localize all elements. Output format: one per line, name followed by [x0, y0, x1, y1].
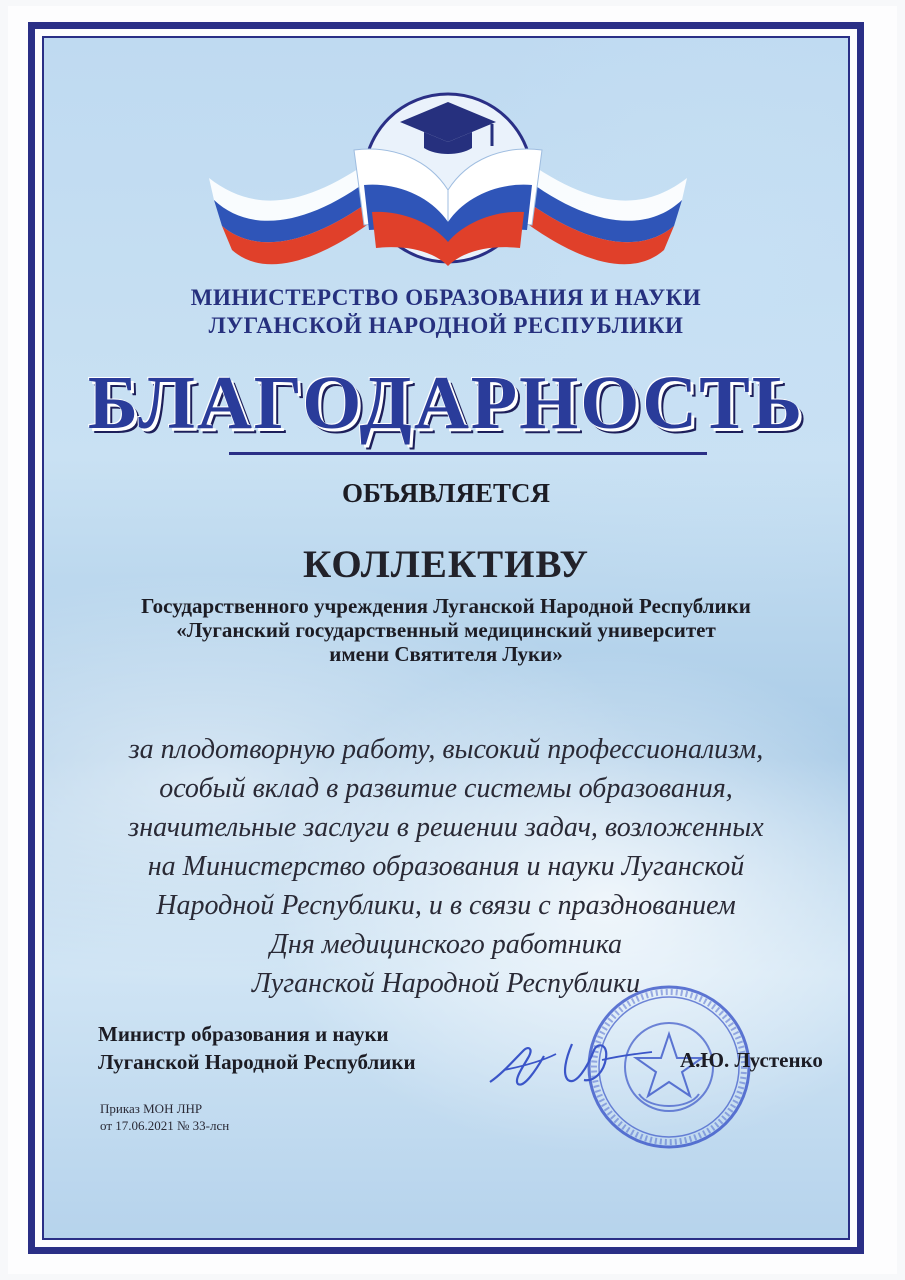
signatory-position	[98, 1020, 416, 1076]
ministry-name-line1: МИНИСТЕРСТВО ОБРАЗОВАНИЯ И НАУКИ	[190, 285, 702, 310]
gratitude-line: Дня медицинского работника	[270, 929, 622, 960]
title-divider	[229, 452, 707, 455]
announce-label: ОБЪЯВЛЯЕТСЯ	[342, 478, 550, 508]
order-reference-line2: от 17.06.2021 № 33-лсн	[100, 1118, 230, 1133]
gratitude-line: Народной Республики, и в связи с празднованием	[156, 890, 736, 921]
gratitude-line: за плодотворную работу, высокий профессионализм,	[128, 734, 764, 765]
order-reference	[100, 1100, 229, 1134]
recipient-org-line: имени Святителя Луки»	[329, 642, 563, 666]
gratitude-line: значительные заслуги в решении задач, возложенных	[128, 812, 764, 843]
gratitude-line: на Министерство образования и науки Луганской	[147, 851, 745, 882]
gratitude-line: особый вклад в развитие системы образования,	[159, 773, 733, 804]
certificate-title: БЛАГОДАРНОСТЬ	[87, 361, 805, 445]
signature-icon	[484, 1030, 664, 1100]
ministry-name-line2: ЛУГАНСКОЙ НАРОДНОЙ РЕСПУБЛИКИ	[208, 313, 684, 338]
recipient-org-line: Государственного учреждения Луганской Народной Республики	[141, 594, 751, 618]
signatory-position-line1: Министр образования и науки	[98, 1022, 389, 1046]
order-reference-line1: Приказ МОН ЛНР	[100, 1101, 203, 1116]
recipient-org-line: «Луганский государственный медицинский университет	[176, 618, 716, 642]
ministry-emblem-icon	[204, 90, 692, 280]
signatory-position-line2: Луганской Народной Республики	[98, 1050, 416, 1074]
certificate-body	[42, 36, 850, 1240]
gratitude-line: Луганской Народной Республики	[251, 968, 641, 999]
gratitude-text	[44, 730, 848, 1003]
recipient-heading: КОЛЛЕКТИВУ	[303, 543, 589, 586]
certificate-sheet	[8, 6, 897, 1274]
signatory-name: А.Ю. Лустенко	[680, 1048, 823, 1072]
